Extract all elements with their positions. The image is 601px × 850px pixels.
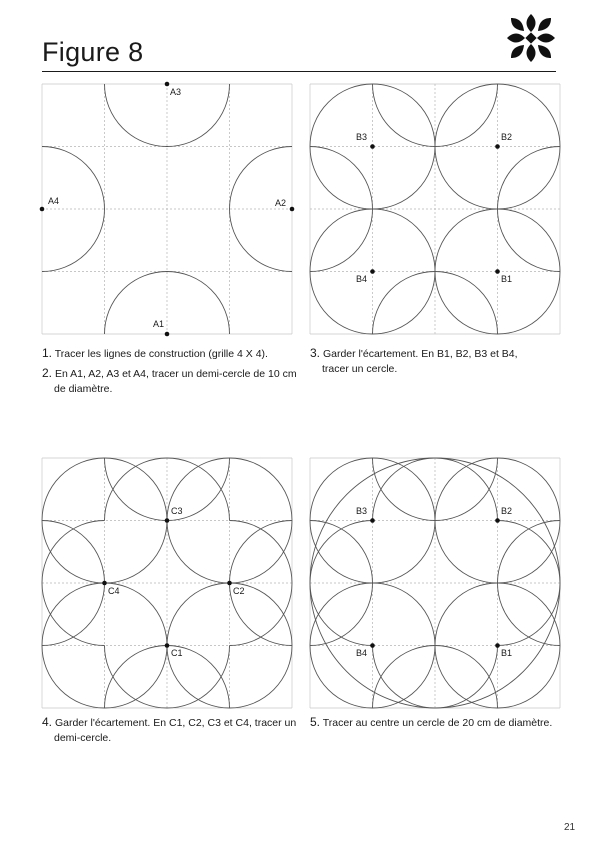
step-text: Tracer au centre un cercle de 20 cm de diamètre. — [322, 717, 553, 729]
point-c2 — [227, 581, 232, 586]
point-a1 — [165, 332, 170, 337]
point-c3 — [165, 518, 170, 523]
diagram-half-circles — [42, 84, 292, 334]
point-c4 — [102, 581, 107, 586]
diagram-center-circle — [310, 458, 560, 708]
figure-step-5 — [310, 458, 560, 708]
instruction-step-4 — [42, 715, 304, 746]
label-c4: C4 — [108, 586, 120, 596]
step-number: 5. — [310, 715, 321, 729]
point-c1 — [165, 643, 170, 648]
page-number: 21 — [564, 822, 576, 833]
label-c2: C2 — [233, 586, 245, 596]
label-a4: A4 — [48, 196, 60, 206]
label-c1: C1 — [171, 648, 183, 658]
label-b4: B4 — [356, 274, 368, 284]
diagram-half-circles-c — [42, 458, 292, 708]
label-b3: B3 — [356, 506, 368, 516]
point-a3 — [165, 82, 170, 87]
construction-grid — [310, 84, 560, 334]
construction-grid — [310, 458, 560, 708]
label-b2: B2 — [501, 132, 513, 142]
label-a1: A1 — [153, 319, 165, 329]
construction-grid — [42, 458, 292, 708]
diagram-four-circles — [310, 84, 560, 334]
point-b3 — [370, 144, 375, 149]
figure-step-3 — [310, 84, 560, 334]
figure-step-1-2 — [42, 84, 292, 334]
instruction-step-2 — [42, 366, 302, 397]
page-title: Figure 8 — [42, 37, 144, 67]
figure-step-4 — [42, 458, 292, 708]
label-b2: B2 — [501, 506, 513, 516]
label-b3: B3 — [356, 132, 368, 142]
label-a2: A2 — [275, 198, 287, 208]
label-c3: C3 — [171, 506, 183, 516]
instruction-step-3 — [310, 346, 537, 377]
step-text: Garder l'écartement. En C1, C2, C3 et C4, tracer un demi-cercle. — [54, 717, 297, 744]
step-number: 1. — [42, 346, 53, 360]
instruction-step-5 — [310, 715, 560, 731]
point-b2 — [495, 144, 500, 149]
instruction-step-1 — [42, 346, 297, 362]
step-text: Garder l'écartement. En B1, B2, B3 et B4, tracer un cercle. — [322, 348, 518, 375]
title-divider — [42, 71, 556, 72]
point-a4 — [40, 207, 45, 212]
step-text: En A1, A2, A3 et A4, tracer un demi-cercle de 10 cm de diamètre. — [54, 368, 297, 395]
point-b4 — [370, 269, 375, 274]
label-b1: B1 — [501, 648, 513, 658]
flower-motif-icon — [503, 10, 559, 66]
label-b4: B4 — [356, 648, 368, 658]
step-number: 3. — [310, 346, 321, 360]
point-b1 — [495, 269, 500, 274]
step-text: Tracer les lignes de construction (grille 4 X 4). — [54, 348, 268, 360]
label-a3: A3 — [170, 87, 182, 97]
label-b1: B1 — [501, 274, 513, 284]
step-number: 2. — [42, 366, 53, 380]
step-number: 4. — [42, 715, 53, 729]
construction-grid — [42, 84, 292, 334]
point-a2 — [290, 207, 295, 212]
